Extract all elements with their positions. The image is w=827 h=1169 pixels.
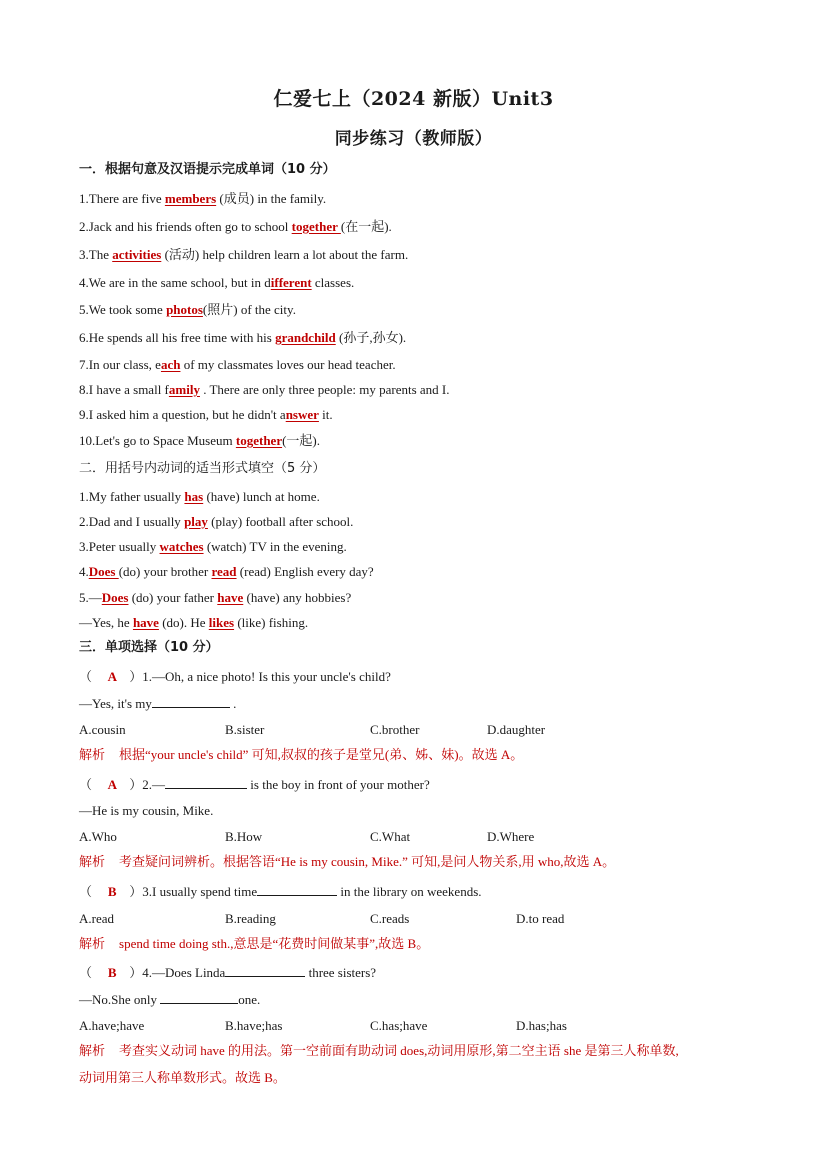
section1-item	[79, 329, 406, 347]
question-stem: 2.—	[142, 777, 166, 792]
item-text: it.	[318, 407, 333, 422]
option-c: C.brother	[370, 722, 420, 737]
item-text: 6.He spends all his free time with his	[79, 330, 276, 345]
item-text: 9.I asked him a question, but he didn't a	[79, 407, 286, 422]
section2-item	[79, 563, 374, 581]
question-4-reply	[79, 991, 260, 1009]
section1-item	[79, 274, 354, 292]
question-stem-end: in the library on weekends.	[337, 884, 482, 899]
answer-blank[interactable]	[225, 964, 305, 977]
filled-answer[interactable]: watches	[159, 539, 204, 554]
option-b: B.reading	[225, 911, 276, 926]
option-b: B.have;has	[225, 1018, 283, 1033]
filled-answer[interactable]: likes	[208, 615, 235, 630]
item-text: 4.We are in the same school, but in d	[79, 275, 271, 290]
explanation-label: 解析	[79, 854, 106, 869]
filled-answer[interactable]: has	[184, 489, 204, 504]
section1-item	[79, 356, 396, 374]
item-text: 2.Dad and I usually	[79, 514, 185, 529]
answer-letter: B	[107, 965, 117, 980]
item-text: (have) any hobbies?	[243, 590, 352, 605]
item-text: 3.The	[79, 247, 113, 262]
option-b: B.How	[225, 829, 263, 844]
explanation-2	[79, 853, 615, 871]
question-stem: 4.—Does Linda	[142, 965, 226, 980]
explanation-4-cont: 动词用第三人称单数形式。故选 B。	[79, 1070, 286, 1085]
option-b: B.sister	[225, 722, 265, 737]
filled-answer[interactable]: activities	[112, 247, 162, 262]
filled-answer[interactable]: Does	[101, 590, 129, 605]
item-text: (活动) help children learn a lot about the farm.	[161, 247, 409, 262]
section1-item	[79, 381, 450, 399]
item-text: —Yes, he	[79, 615, 133, 630]
section2-item	[79, 614, 308, 632]
filled-answer[interactable]: Does	[88, 564, 119, 579]
explanation-text: 考查疑问词辨析。根据答语“He is my cousin, Mike.” 可知,是问人物关系,用 who,故选 A。	[119, 854, 616, 869]
filled-answer[interactable]: photos	[166, 302, 203, 317]
item-text: (do) your father	[128, 590, 218, 605]
option-a: A.cousin	[79, 722, 126, 737]
section1-item	[79, 246, 408, 264]
section1-item	[79, 218, 392, 236]
question-1-reply	[79, 695, 236, 713]
section1-item	[79, 432, 320, 450]
answer-blank[interactable]	[160, 991, 238, 1004]
item-text: (play) football after school.	[207, 514, 354, 529]
explanation-text: 考查实义动词 have 的用法。第一空前面有助动词 does,动词用原形,第二空主语 she 是第三人称单数,	[119, 1043, 679, 1058]
page-title: 仁爱七上（2024 新版）Unit3	[273, 88, 554, 110]
item-text: 1.My father usually	[79, 489, 185, 504]
item-text: 10.Let's go to Space Museum	[79, 433, 236, 448]
item-text: (like) fishing.	[234, 615, 309, 630]
reply-text: —No.She only	[79, 992, 161, 1007]
answer-letter: A	[107, 777, 117, 792]
section1-item	[79, 190, 326, 208]
option-c: C.reads	[370, 911, 410, 926]
section2-item	[79, 488, 320, 506]
item-text: 7.In our class, e	[79, 357, 161, 372]
option-a: A.Who	[79, 829, 117, 844]
item-text: (照片) of the city.	[202, 302, 296, 317]
item-text: 5.We took some	[79, 302, 167, 317]
question-1: （ A ）1.—Oh, a nice photo! Is this your uncle's child?	[79, 669, 391, 684]
question-4: （ B ）4.—Does Linda three sisters?	[79, 965, 377, 980]
filled-answer[interactable]: grandchild	[275, 330, 336, 345]
question-stem-end: is the boy in front of your mother?	[247, 777, 430, 792]
filled-answer[interactable]: have	[132, 615, 159, 630]
item-text: (watch) TV in the evening.	[203, 539, 347, 554]
filled-answer[interactable]: together	[291, 219, 341, 234]
option-d: D.daughter	[487, 722, 546, 737]
item-text: (read) English every day?	[236, 564, 374, 579]
explanation-text: 根据“your uncle's child” 可知,叔叔的孩子是堂兄(弟、姊、妹)。故选 A。	[119, 747, 524, 762]
filled-answer[interactable]: ach	[160, 357, 181, 372]
filled-answer[interactable]: members	[164, 191, 217, 206]
answer-letter: A	[107, 669, 117, 684]
filled-answer[interactable]: nswer	[285, 407, 319, 422]
item-text: (在一起).	[340, 219, 392, 234]
item-text: (have) lunch at home.	[203, 489, 320, 504]
item-text: of my classmates loves our head teacher.	[180, 357, 396, 372]
item-text: 1.There are five	[79, 191, 165, 206]
answer-blank[interactable]	[257, 883, 337, 896]
reply-end: .	[229, 696, 237, 711]
explanation-3	[79, 935, 429, 953]
question-stem: 1.—Oh, a nice photo! Is this your uncle's child?	[142, 669, 391, 684]
question-stem: 3.I usually spend time	[142, 884, 258, 899]
question-stem-end: three sisters?	[305, 965, 377, 980]
item-text: 4.	[79, 564, 89, 579]
item-text: (成员) in the family.	[216, 191, 327, 206]
explanation-label: 解析	[79, 1043, 106, 1058]
option-d: D.to read	[516, 911, 565, 926]
option-d: D.has;has	[516, 1018, 567, 1033]
option-a: A.read	[79, 911, 115, 926]
question-2-reply: —He is my cousin, Mike.	[79, 803, 214, 818]
answer-letter: B	[107, 884, 117, 899]
explanation-4	[79, 1042, 679, 1060]
reply-end: one.	[238, 992, 261, 1007]
explanation-1	[79, 746, 523, 764]
answer-blank[interactable]	[152, 695, 230, 708]
section1-item	[79, 406, 333, 424]
filled-answer[interactable]: play	[184, 514, 208, 529]
section2-item	[79, 589, 351, 607]
section2-heading: 二．用括号内动词的适当形式填空（5 分）	[79, 461, 326, 476]
answer-blank[interactable]	[165, 776, 247, 789]
explanation-label: 解析	[79, 747, 106, 762]
question-2: （ A ）2.— is the boy in front of your mother?	[79, 777, 430, 792]
option-c: C.has;have	[370, 1018, 428, 1033]
page-subtitle: 同步练习（教师版）	[334, 129, 493, 149]
filled-answer[interactable]: read	[211, 564, 237, 579]
explanation-label: 解析	[79, 936, 106, 951]
item-text: 8.I have a small f	[79, 382, 169, 397]
explanation-text: spend time doing sth.,意思是“花费时间做某事”,故选 B。	[119, 936, 430, 951]
item-text: . There are only three people: my parents and I.	[199, 382, 450, 397]
section3-heading: 三．单项选择（10 分）	[79, 640, 219, 655]
reply-text: —Yes, it's my	[79, 696, 152, 711]
filled-answer[interactable]: ifferent	[270, 275, 312, 290]
section2-item	[79, 538, 347, 556]
item-text: 3.Peter usually	[79, 539, 160, 554]
section1-item	[79, 301, 296, 319]
item-text: 2.Jack and his friends often go to school	[79, 219, 292, 234]
item-text: (一起).	[282, 433, 321, 448]
filled-answer[interactable]: together	[235, 433, 283, 448]
question-3: （ B ）3.I usually spend time in the library on weekends.	[79, 884, 482, 899]
section1-heading: 一．根据句意及汉语提示完成单词（10 分）	[79, 162, 336, 177]
filled-answer[interactable]: amily	[168, 382, 200, 397]
option-d: D.Where	[487, 829, 535, 844]
section2-item	[79, 513, 353, 531]
item-text: (do) your brother	[118, 564, 212, 579]
option-c: C.What	[370, 829, 411, 844]
item-text: (孙子,孙女).	[335, 330, 407, 345]
item-text: classes.	[311, 275, 355, 290]
item-text: 5.—	[79, 590, 102, 605]
option-a: A.have;have	[79, 1018, 145, 1033]
filled-answer[interactable]: have	[217, 590, 244, 605]
item-text: (do). He	[158, 615, 209, 630]
